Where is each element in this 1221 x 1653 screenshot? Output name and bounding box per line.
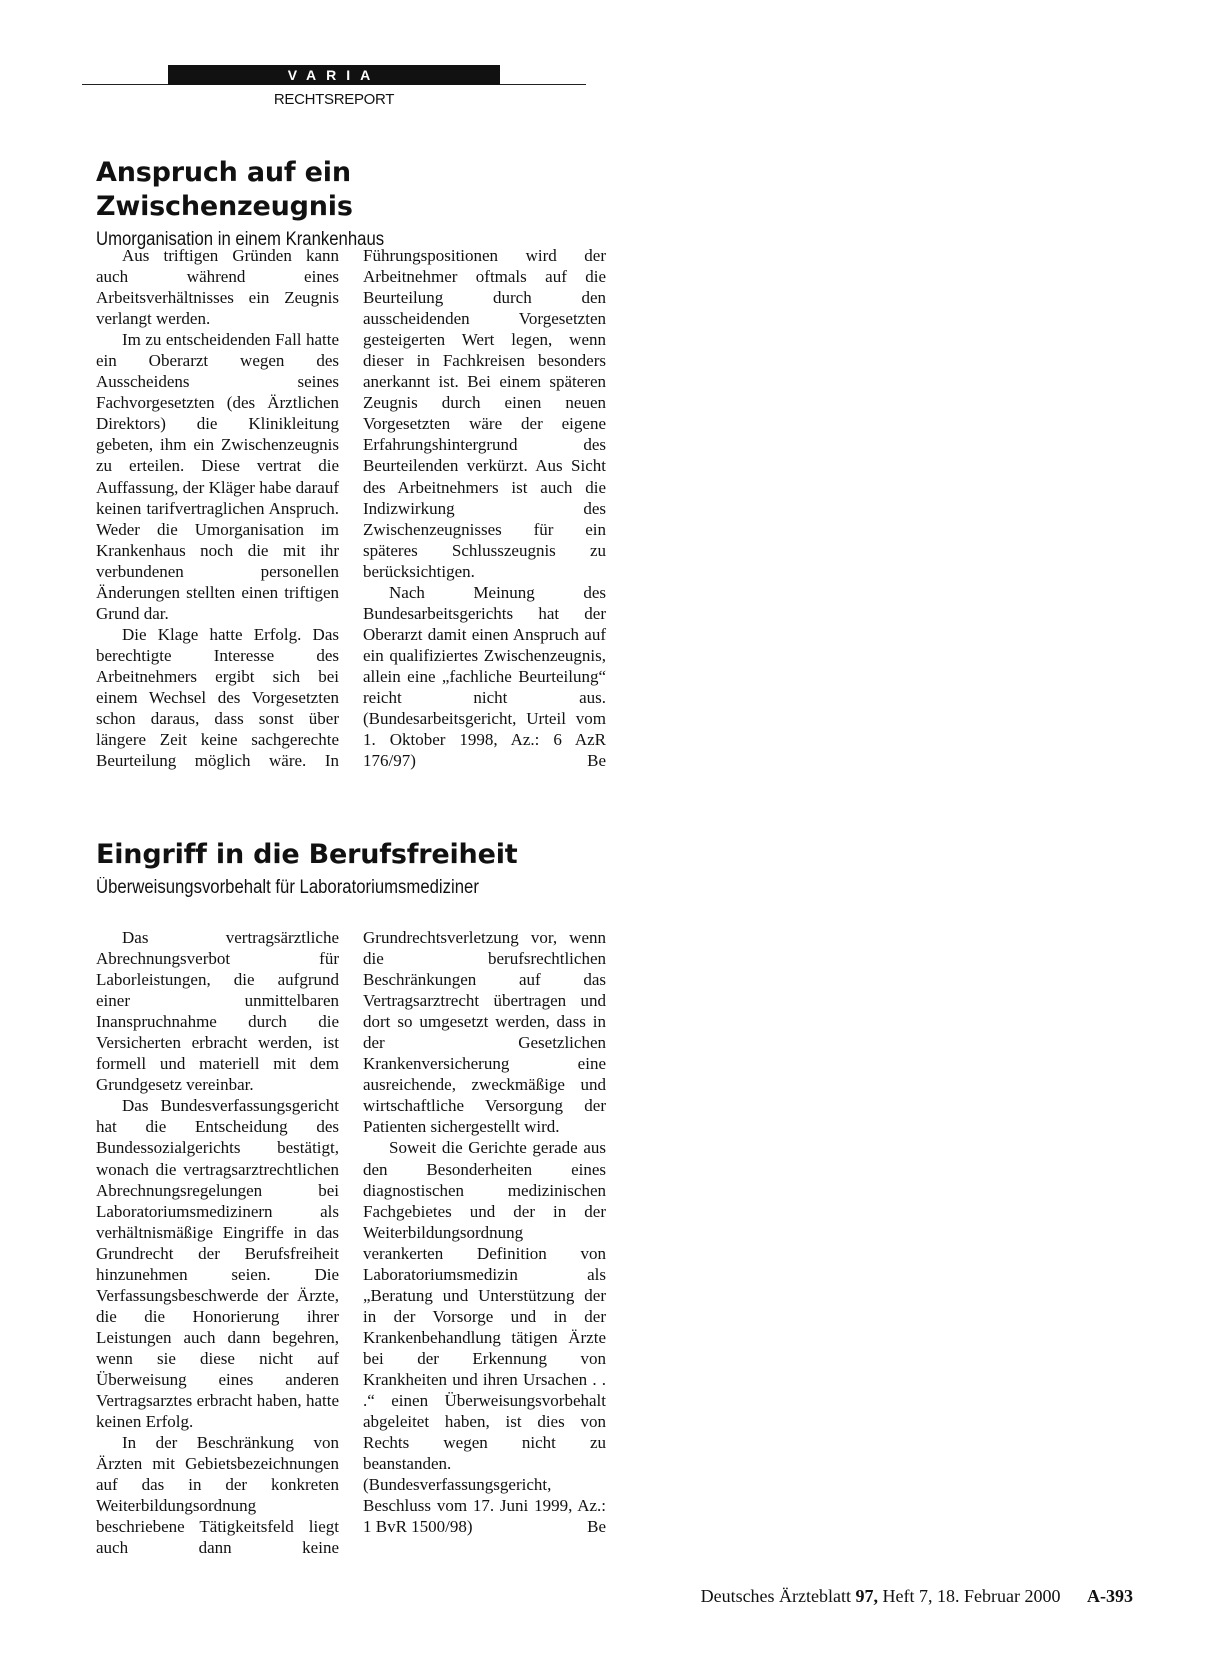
article-2-subtitle: Überweisungsvorbehalt für Laboratoriumsmediziner (96, 877, 479, 898)
article-2-title: Eingriff in die Berufsfreiheit (96, 839, 518, 870)
article-2 (96, 838, 606, 1558)
article-1-paragraph-1: Aus triftigen Gründen kann auch während eines Arbeitsverhältnisses ein Zeugnis verlangt werden. (96, 246, 339, 329)
section-label: VARIA (168, 65, 500, 85)
footer-journal: Deutsches Ärzteblatt (700, 1586, 852, 1606)
article-2-paragraph-4 (363, 1137, 606, 1537)
article-2-signature: Be (587, 1517, 606, 1537)
article-1-body (96, 245, 606, 792)
footer-volume: 97, (855, 1586, 879, 1606)
article-2-body (96, 927, 606, 1567)
article-2-paragraph-2: Das Bundesverfassungsgericht hat die Entscheidung des Bundessozialgerichts bestätigt, wonach die vertragsarztrechtlichen Abrechnungsregelungen bei Laboratoriumsmedizinern als verhältnismäßige Eingriffe in das Grundrecht der Berufsfreiheit hinzunehmen seien. Die Verfassungsbeschwerde der Ärzte, die die Honorierung ihrer Leistungen auch dann begehren, wenn sie diese nicht auf Überweisung eines anderen Vertragsarztes erbracht haben, hatte keinen Erfolg. (96, 1096, 339, 1432)
article-1-paragraph-3: Die Klage hatte Erfolg. Das berechtigte Interesse des Arbeitnehmers ergibt sich bei einem Wechsel des Vorgesetzten schon daraus, dass sonst über längere Zeit keine sachgerechte Beurteilung möglich wäre. In Führungspositionen wird der Arbeitnehmer oftmals auf die Beurteilung durch den ausscheidenden Vorgesetzten gesteigerten Wert legen, wenn dieser in Fachkreisen besonders anerkannt ist. Bei einem späteren Zeugnis durch einen neuen Vorgesetzten wäre der eigene Erfahrungshintergrund des Beurteilenden verkürzt. Aus Sicht des Arbeitnehmers ist auch die Indizwirkung des Zwischenzeugnisses für ein späteres Schlusszeugnis zu berücksichtigen. (96, 246, 606, 771)
article-1-paragraph-4 (363, 582, 606, 771)
footer-issue: Heft 7, 18. Februar 2000 (882, 1586, 1061, 1606)
article-1-paragraph-4-text: Nach Meinung des Bundesarbeitsgerichts hat der Oberarzt damit einen Anspruch auf ein qualifiziertes Zwischenzeugnis, allein eine „fachliche Beurteilung“ reicht nicht aus. (Bundesarbeitsgericht, Urteil vom 1. Oktober 1998, Az.: 6 AzR 176/97) (363, 582, 606, 771)
page-footer (701, 1586, 1133, 1607)
article-1 (96, 156, 606, 771)
article-2-paragraph-3: In der Beschränkung von Ärzten mit Gebietsbezeichnungen auf das in der konkreten Weiterbildungsordnung beschriebene Tätigkeitsfeld liegt auch dann keine Grundrechtsverletzung vor, wenn die berufsrechtlichen Beschränkungen auf das Vertragsarztrecht übertragen und dort so umgesetzt werden, dass in der Gesetzlichen Krankenversicherung eine ausreichende, zweckmäßige und wirtschaftliche Versorgung der Patienten sichergestellt wird. (96, 928, 606, 1558)
article-1-title: Anspruch auf ein Zwischenzeugnis (96, 157, 353, 222)
article-2-paragraph-4-text: Soweit die Gerichte gerade aus den Besonderheiten eines diagnostischen medizinischen Fachgebietes und der in der Weiterbildungsordnung verankerten Definition von Laboratoriumsmedizin als „Beratung und Unterstützung der in der Vorsorge und in der Krankenbehandlung tätigen Ärzte bei der Erkennung von Krankheiten und ihren Ursachen . . .“ einen Überweisungsvorbehalt abgeleitet haben, ist dies von Rechts wegen nicht zu beanstanden. (Bundesverfassungsgericht, Beschluss vom 17. Juni 1999, Az.: 1 BvR 1500/98) (363, 1138, 606, 1537)
article-1-paragraph-2: Im zu entscheidenden Fall hatte ein Oberarzt wegen des Ausscheidens seines Fachvorgesetzten (des Ärztlichen Direktors) die Klinikleitung gebeten, ihm ein Zwischenzeugnis zu erteilen. Diese vertrat die Auffassung, der Kläger habe darauf keinen tarifvertraglichen Anspruch. Weder die Umorganisation im Krankenhaus noch die mit ihr verbundenen personellen Änderungen stellten einen triftigen Grund dar. (96, 330, 339, 623)
page-number: A-393 (1087, 1586, 1133, 1606)
article-2-paragraph-1: Das vertragsärztliche Abrechnungsverbot für Laborleistungen, die aufgrund einer unmittelbaren Inanspruchnahme durch die Versicherten erbracht werden, ist formell und materiell mit dem Grundgesetz vereinbar. (96, 928, 339, 1095)
article-1-subtitle: Umorganisation in einem Krankenhaus (96, 229, 385, 250)
subsection-label: RECHTSREPORT (273, 91, 395, 108)
article-1-signature: Be (587, 751, 606, 771)
